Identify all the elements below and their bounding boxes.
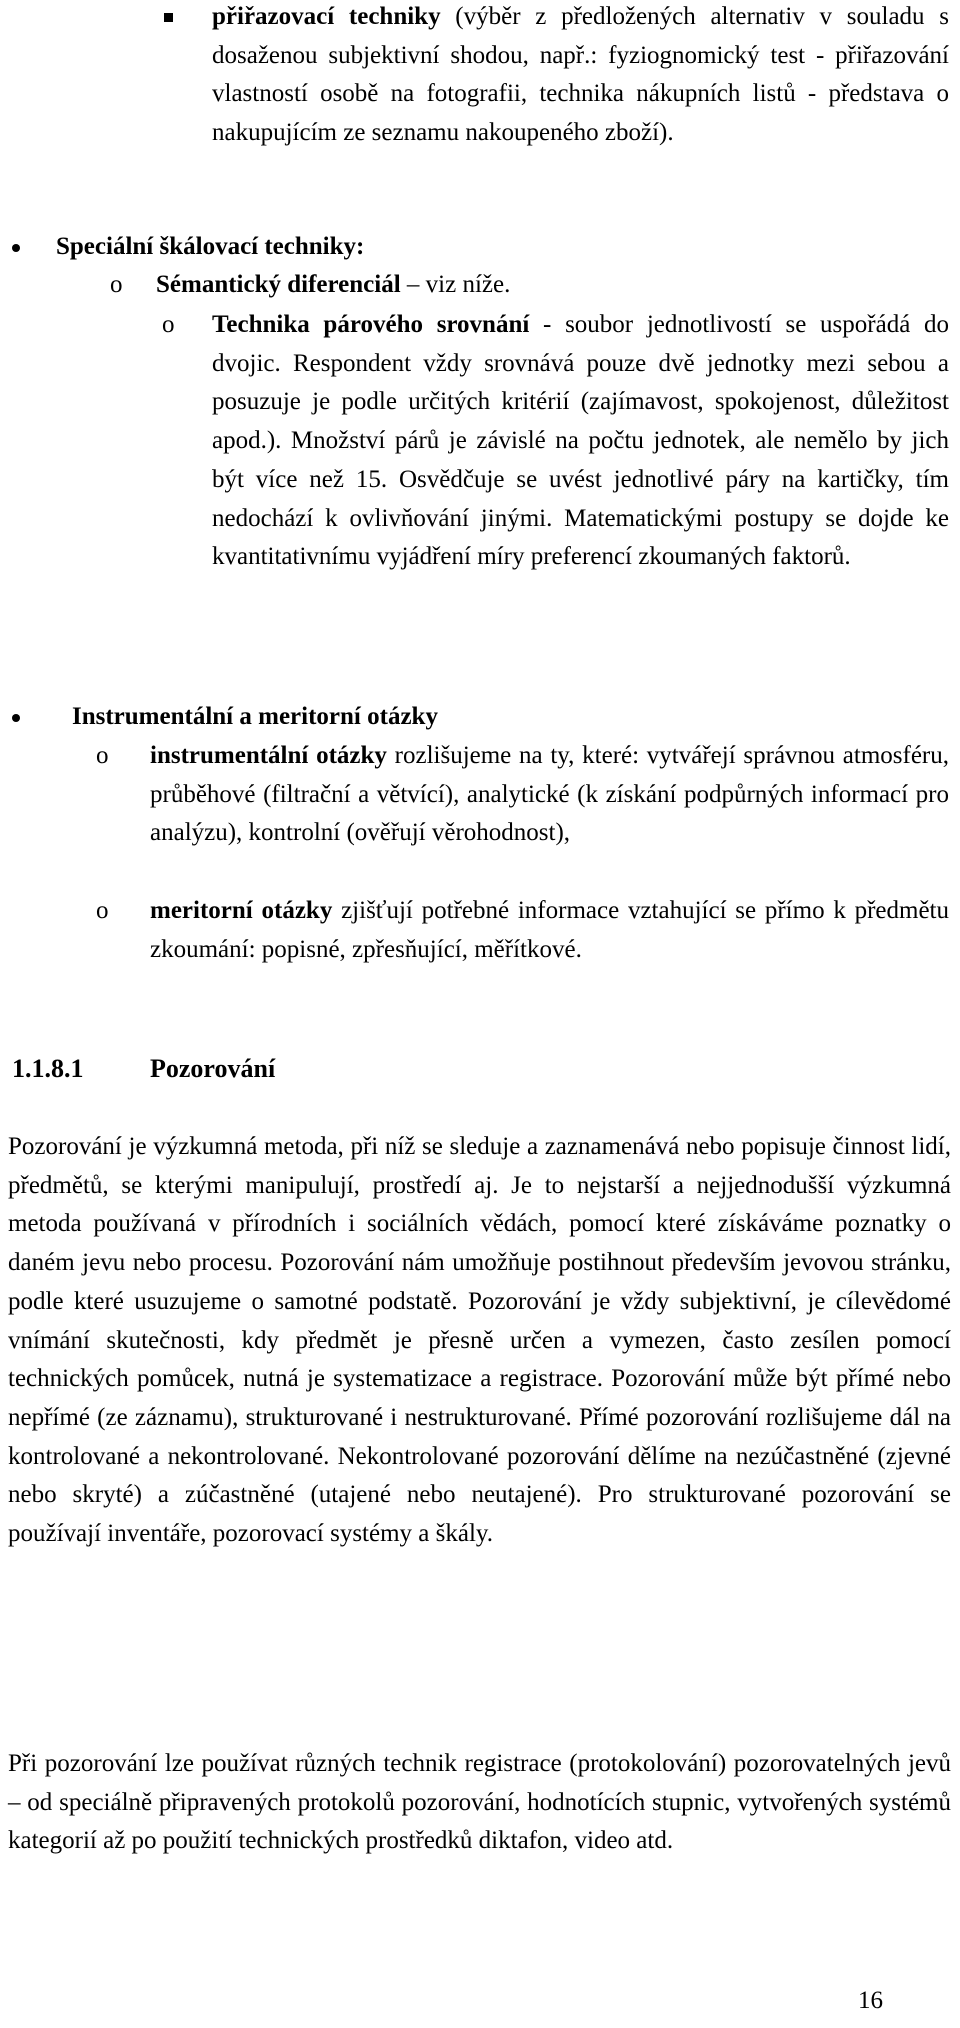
paragraph-observation: Pozorování je výzkumná metoda, při níž se sleduje a zaznamenává nebo popisuje činnost lidí, předmětů, se kterými manipulují, prostředí aj. Je to nejstarší a nejjednodušší výzkumná metoda používaná v přírodních i sociálních vědách, pomocí které získáváme poznatky o daném jevu nebo procesu. Pozorování nám umožňuje postihnout především jevovou stránku, podle které usuzujeme o samotné podstatě. Pozorování je vždy subjektivní, je cílevědomé vnímání skutečnosti, kdy předmět je přesně určen a vymezen, často zesílen pomocí technických pomůcek, nutná je systematizace a registrace. Pozorování může být přímé nebo nepřímé (ze záznamu), strukturované i nestrukturované. Přímé pozorování rozlišujeme dál na kontrolované a nekontrolované. Nekontrolované pozorování dělíme na nezúčastněné (zjevné nebo skryté) a zúčastněné (utajené nebo neutajené). Pro strukturované pozorování se používají inventáře, pozorovací systémy a škály. [8, 1133, 951, 1548]
round-bullet-icon [12, 244, 20, 252]
page-number: 16 [858, 1987, 883, 2014]
term: meritorní otázky [150, 897, 333, 924]
description: rozlišujeme na ty, které: vytvářejí správnou atmosféru, průběhové (filtrační a větvící), analytické (k získání podpůrných informací pro analýzu), kontrolní (ověřují věrohodnost), [150, 742, 949, 847]
term: Sémantický diferenciál [156, 271, 401, 298]
term: instrumentální otázky [150, 742, 387, 769]
round-bullet-icon [12, 714, 20, 722]
circle-bullet-icon: o [96, 897, 109, 924]
section-title: Pozorování [150, 1054, 276, 1083]
list-item-instrumental-questions [150, 737, 949, 853]
description: - soubor jednotlivostí se uspořádá do dvojic. Respondent vždy srovnává pouze dvě jednotky mezi sebou a posuzuje je podle určitých kritérií (zajímavost, spokojenost, důležitost apod.). Množství párů je závislé na počtu jednotek, ale nemělo by jich být více než 15. Osvědčuje se uvést jednotlivé páry na kartičky, tím nedochází k ovlivňování jinými. Matematickými postupy se dojde ke kvantitativnímu vyjádření míry preferencí zkoumaných faktorů. [212, 311, 950, 571]
list-item-semantic-differential [156, 266, 936, 305]
heading-text: Instrumentální a meritorní otázky [72, 703, 438, 730]
square-bullet-icon [164, 13, 173, 22]
list-heading-scaling-techniques [56, 228, 936, 267]
circle-bullet-icon: o [162, 311, 175, 338]
description: (výběr z předložených alternativ v souladu s dosaženou subjektivní shodou, např.: fyziognomický test - přiřazování vlastností osobě na fotografii, technika nákupních listů - představa o nakupujícím ze seznamu nakoupeného zboží). [212, 3, 949, 147]
term: přiřazovací techniky [212, 3, 441, 30]
term: Technika párového srovnání [212, 311, 530, 338]
heading-text: Speciální škálovací techniky: [56, 233, 365, 260]
description: – viz níže. [400, 271, 511, 298]
list-item-matching-techniques [212, 0, 949, 153]
section-number: 1.1.8.1 [12, 1054, 84, 1083]
paragraph-registration: Při pozorování lze používat různých technik registrace (protokolování) pozorovatelných jevů – od speciálně připravených protokolů pozorování, hodnotících stupnic, vytvořených systémů kategorií až po použití technických prostředků diktafon, video atd. [8, 1750, 951, 1855]
list-heading-questions [72, 698, 942, 737]
circle-bullet-icon: o [110, 271, 123, 298]
circle-bullet-icon: o [96, 742, 109, 769]
list-item-pair-comparison [212, 306, 949, 577]
description: zjišťují potřebné informace vztahující se přímo k předmětu zkoumání: popisné, zpřesňující, měřítkové. [150, 897, 950, 963]
list-item-meritoric-questions [150, 892, 949, 969]
